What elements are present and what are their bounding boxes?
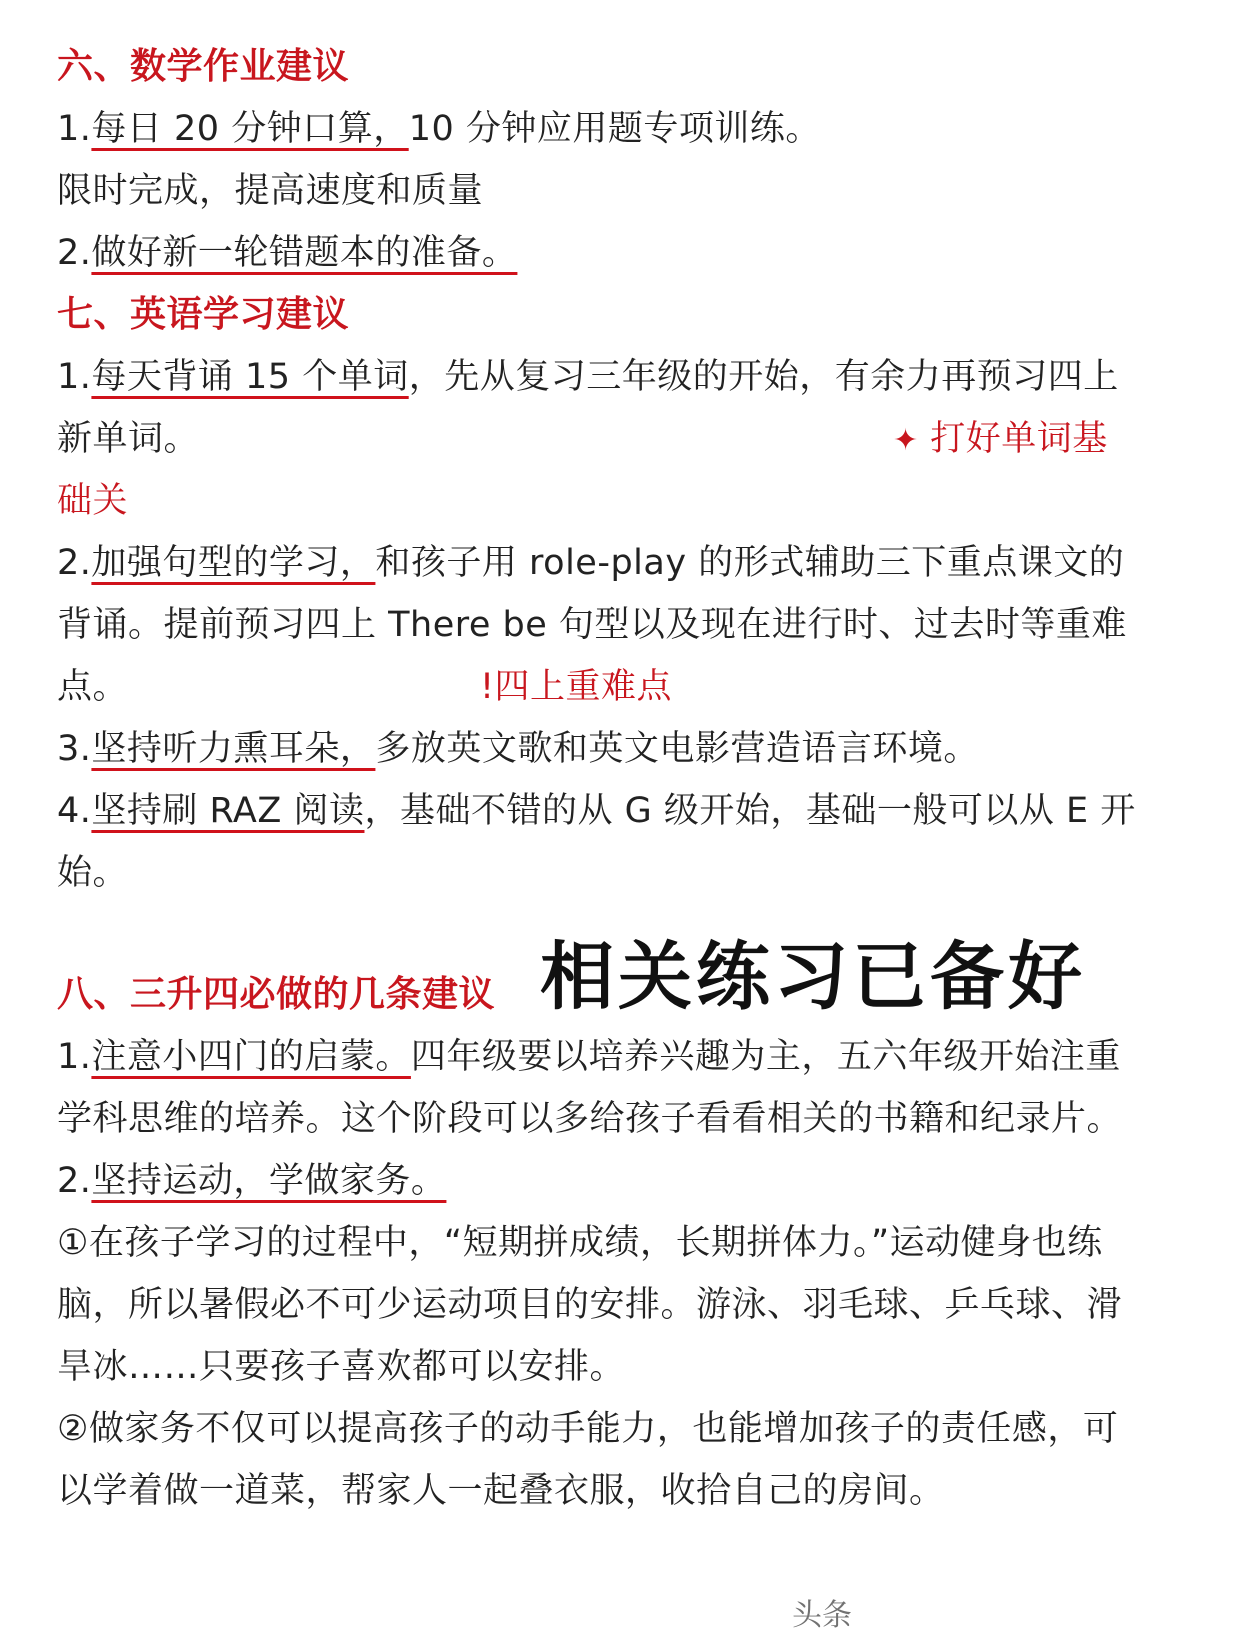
section8-sub2-line1: ②做家务不仅可以提高孩子的动手能力，也能增加孩子的责任感，可 xyxy=(57,1409,1119,1449)
item-number: 4. xyxy=(57,791,92,831)
section8-item1-line2: 学科思维的培养。这个阶段可以多给孩子看看相关的书籍和纪录片。 xyxy=(57,1099,1123,1139)
handwritten-note-difficult: !四上重难点 xyxy=(480,667,673,707)
item-number: 2. xyxy=(57,543,92,583)
section8-heading: 八、三升四必做的几条建议 xyxy=(57,974,496,1015)
handwritten-note-vocab: ✦ 打好单词基 xyxy=(893,419,1108,459)
item-number: 2. xyxy=(57,1161,92,1201)
item-text: 10 分钟应用题专项训练。 xyxy=(408,109,821,149)
underlined-phrase: 每日 20 分钟口算， xyxy=(91,109,409,149)
exercises-ready-banner: 相关练习已备好 xyxy=(540,934,1086,1020)
underlined-phrase: 坚持刷 RAZ 阅读 xyxy=(91,791,365,831)
underlined-phrase: 坚持听力熏耳朵， xyxy=(91,729,376,769)
underlined-phrase: 坚持运动，学做家务。 xyxy=(91,1161,447,1201)
item-text: 四年级要以培养兴趣为主，五六年级开始注重 xyxy=(410,1037,1121,1077)
section8-item1 xyxy=(57,1034,1121,1080)
item-text: ，基础不错的从 G 级开始，基础一般可以从 E 开 xyxy=(364,791,1136,831)
item-text: ，先从复习三年级的开始，有余力再预习四上 xyxy=(408,357,1119,397)
item-number: 1. xyxy=(57,357,92,397)
section7-item3 xyxy=(57,726,979,772)
item-number: 1. xyxy=(57,109,92,149)
item-number: 1. xyxy=(57,1037,92,1077)
section6-item1 xyxy=(57,106,821,152)
section8-sub1-line2: 脑，所以暑假必不可少运动项目的安排。游泳、羽毛球、乒乓球、滑 xyxy=(57,1285,1123,1325)
section8-sub1-line1: ①在孩子学习的过程中，“短期拼成绩，长期拼体力。”运动健身也练 xyxy=(57,1223,1103,1263)
section6-heading: 六、数学作业建议 xyxy=(57,46,350,87)
section7-item1 xyxy=(57,354,1119,400)
section7-item4 xyxy=(57,788,1136,834)
section8-sub2-line2: 以学着做一道菜，帮家人一起叠衣服，收拾自己的房间。 xyxy=(57,1471,945,1511)
watermark: 头条 xyxy=(792,1598,852,1633)
item-number: 2. xyxy=(57,233,92,273)
section6-item2 xyxy=(57,230,517,276)
section6-item1-line2: 限时完成，提高速度和质量 xyxy=(57,171,484,211)
section7-item2-line2: 背诵。提前预习四上 There be 句型以及现在进行时、过去时等重难 xyxy=(57,605,1127,645)
handwritten-note-vocab-cont: 础关 xyxy=(57,481,129,521)
underlined-phrase: 加强句型的学习， xyxy=(91,543,376,583)
section7-item2-line3: 点。 xyxy=(57,667,129,707)
item-text: 和孩子用 role-play 的形式辅助三下重点课文的 xyxy=(375,543,1125,583)
underlined-phrase: 做好新一轮错题本的准备。 xyxy=(91,233,518,273)
section7-item1-line2: 新单词。 xyxy=(57,419,200,459)
section8-sub1-line3: 旱冰……只要孩子喜欢都可以安排。 xyxy=(57,1347,626,1387)
section8-item2 xyxy=(57,1158,446,1204)
item-text: 多放英文歌和英文电影营造语言环境。 xyxy=(375,729,979,769)
underlined-phrase: 注意小四门的启蒙。 xyxy=(91,1037,411,1077)
section7-item4-line2: 始。 xyxy=(57,853,129,893)
star-icon: ✦ xyxy=(893,423,919,458)
underlined-phrase: 每天背诵 15 个单词 xyxy=(91,357,409,397)
section7-heading: 七、英语学习建议 xyxy=(57,294,350,335)
section7-item2 xyxy=(57,540,1124,586)
item-number: 3. xyxy=(57,729,92,769)
